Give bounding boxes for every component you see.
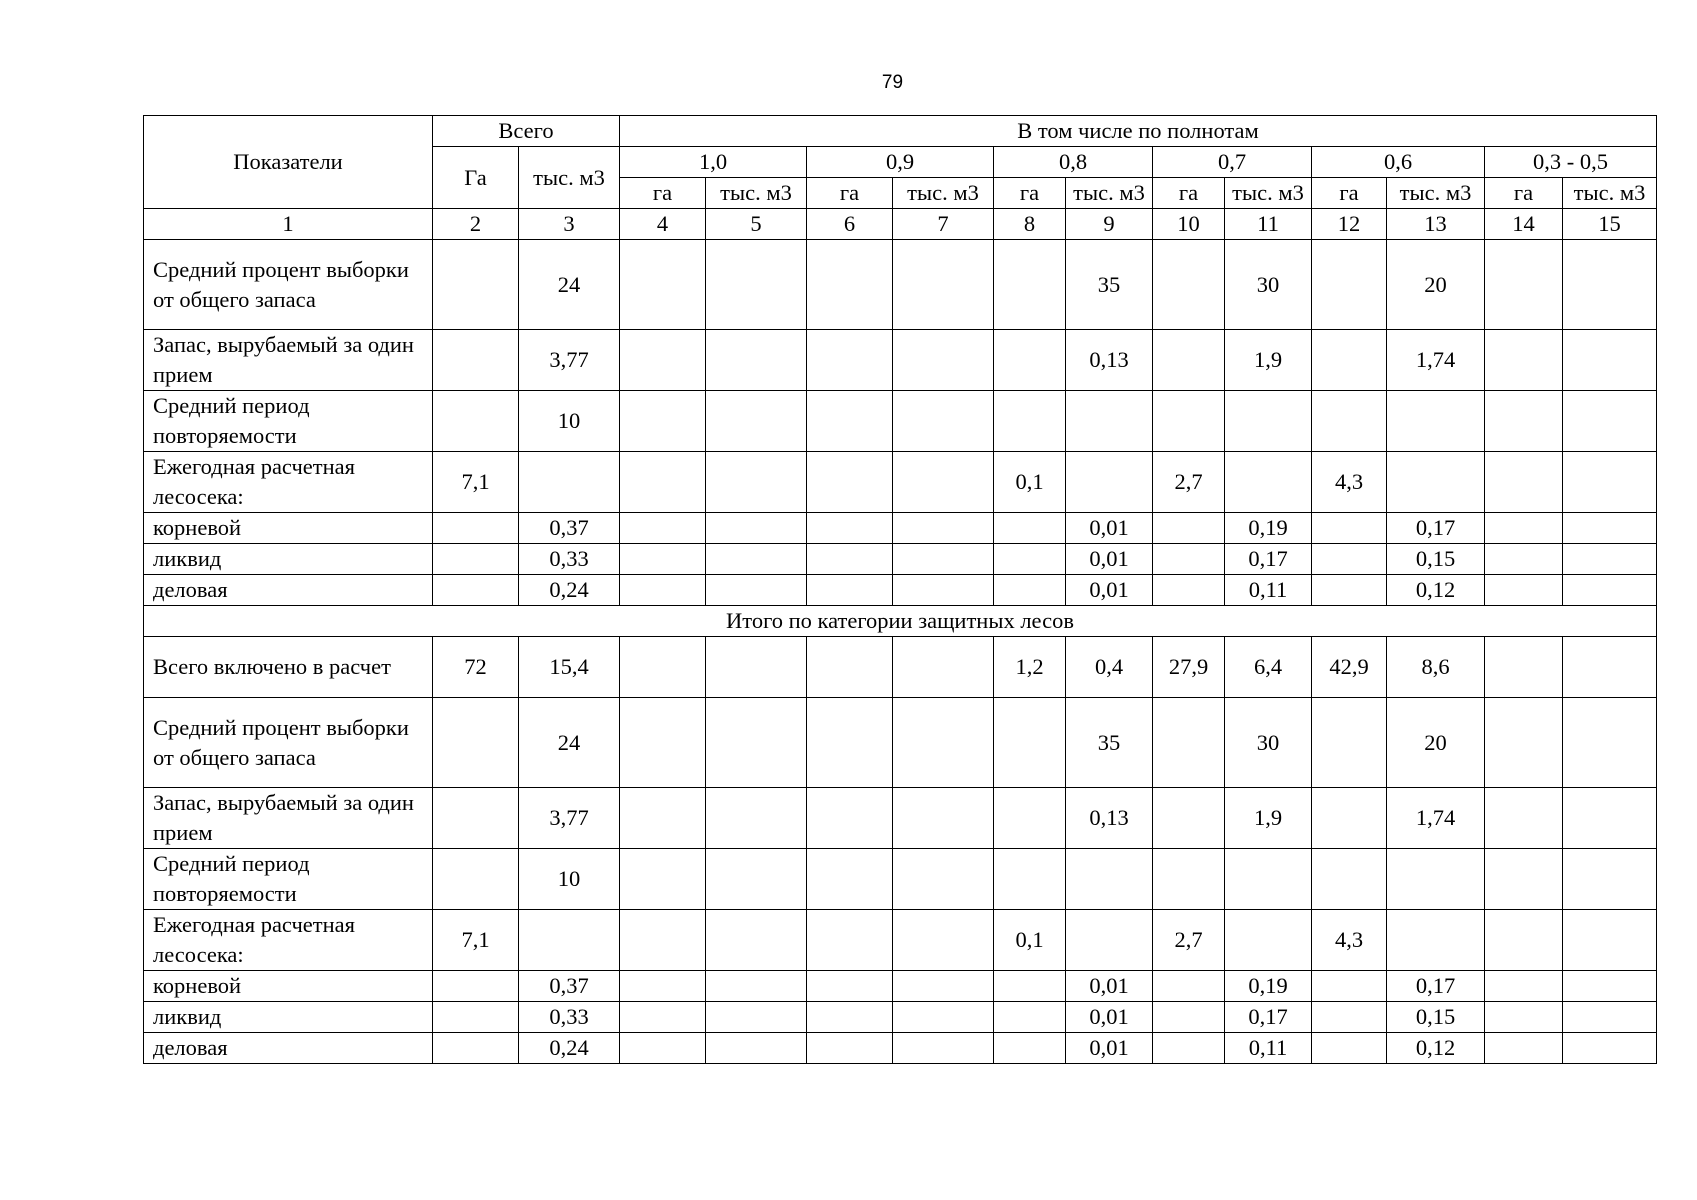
table-cell: [807, 1002, 893, 1033]
table-cell: [706, 849, 807, 910]
header-sub-vol: тыс. м3: [893, 178, 994, 209]
header-density: 0,3 - 0,5: [1485, 147, 1657, 178]
table-cell: [1485, 1002, 1563, 1033]
table-cell: [1563, 1033, 1657, 1064]
table-cell: [807, 971, 893, 1002]
table-cell: [1563, 910, 1657, 971]
table-cell: [620, 452, 706, 513]
header-sub-ha: га: [994, 178, 1066, 209]
table-cell: [1153, 788, 1225, 849]
table-cell: [706, 698, 807, 788]
table-cell: 0,01: [1066, 1033, 1153, 1064]
table-cell: [620, 240, 706, 330]
table-cell: [1485, 452, 1563, 513]
table-cell: 0,17: [1387, 971, 1485, 1002]
table-cell: [994, 849, 1066, 910]
table-cell: 0,01: [1066, 544, 1153, 575]
table-cell: [1563, 637, 1657, 698]
table-cell: 2,7: [1153, 452, 1225, 513]
header-density: 0,9: [807, 147, 994, 178]
table-cell: [1563, 391, 1657, 452]
header-sub-vol: тыс. м3: [1066, 178, 1153, 209]
table-cell: 0,15: [1387, 1002, 1485, 1033]
table-cell: 0,17: [1225, 544, 1312, 575]
row-label: Всего включено в расчет: [144, 637, 433, 698]
table-cell: [1312, 698, 1387, 788]
table-cell: [1312, 330, 1387, 391]
row-label: Средний процент выборки от общего запаса: [144, 698, 433, 788]
table-cell: [433, 698, 519, 788]
top-rows: [144, 240, 1657, 606]
table-cell: [1485, 240, 1563, 330]
table-cell: [1066, 452, 1153, 513]
table-cell: [893, 452, 994, 513]
table-cell: [1485, 788, 1563, 849]
column-number: 4: [620, 209, 706, 240]
table-cell: [1485, 575, 1563, 606]
table-cell: 4,3: [1312, 452, 1387, 513]
table-cell: 0,01: [1066, 513, 1153, 544]
table-cell: [807, 698, 893, 788]
section-title: Итого по категории защитных лесов: [144, 606, 1657, 637]
table-row: [144, 575, 1657, 606]
table-cell: 0,4: [1066, 637, 1153, 698]
table-cell: [433, 1002, 519, 1033]
table-cell: 0,11: [1225, 1033, 1312, 1064]
row-label: Ежегодная расчетная лесосека:: [144, 910, 433, 971]
table-cell: [620, 910, 706, 971]
table-cell: [1312, 240, 1387, 330]
table-cell: [1153, 513, 1225, 544]
table-cell: [1312, 849, 1387, 910]
table-cell: [706, 1033, 807, 1064]
table-cell: [1312, 544, 1387, 575]
table-cell: 1,9: [1225, 788, 1312, 849]
table-cell: 35: [1066, 698, 1153, 788]
table-cell: [893, 1002, 994, 1033]
column-number: 3: [519, 209, 620, 240]
table-cell: [1153, 849, 1225, 910]
table-cell: [893, 575, 994, 606]
table-cell: [1312, 391, 1387, 452]
table-cell: [1485, 910, 1563, 971]
table-cell: 24: [519, 698, 620, 788]
table-cell: [706, 452, 807, 513]
column-number: 13: [1387, 209, 1485, 240]
table-cell: [807, 452, 893, 513]
table-cell: 0,33: [519, 544, 620, 575]
table-cell: 30: [1225, 698, 1312, 788]
table-cell: [1563, 1002, 1657, 1033]
table-cell: [893, 240, 994, 330]
table-row: [144, 391, 1657, 452]
table-cell: [1066, 910, 1153, 971]
table-cell: 20: [1387, 240, 1485, 330]
table-cell: [706, 910, 807, 971]
table-cell: [706, 544, 807, 575]
table-cell: [1563, 452, 1657, 513]
table-cell: [1563, 575, 1657, 606]
table-cell: [807, 544, 893, 575]
table-row: [144, 452, 1657, 513]
header-sub-ha: га: [1312, 178, 1387, 209]
table-cell: 7,1: [433, 910, 519, 971]
table-cell: [1312, 971, 1387, 1002]
table-cell: 72: [433, 637, 519, 698]
table-cell: [994, 330, 1066, 391]
table-cell: [1153, 575, 1225, 606]
table-cell: 0,24: [519, 1033, 620, 1064]
table-cell: [1225, 910, 1312, 971]
table-cell: [807, 391, 893, 452]
table-cell: 0,33: [519, 1002, 620, 1033]
table-cell: [433, 513, 519, 544]
header-sub-ha: га: [620, 178, 706, 209]
table-cell: 6,4: [1225, 637, 1312, 698]
table-cell: [994, 1033, 1066, 1064]
table-cell: [1153, 971, 1225, 1002]
table-cell: [893, 788, 994, 849]
table-cell: [620, 1033, 706, 1064]
table-cell: [620, 1002, 706, 1033]
table-cell: [1387, 910, 1485, 971]
table-cell: [893, 330, 994, 391]
row-label: корневой: [144, 513, 433, 544]
table-cell: [433, 544, 519, 575]
table-cell: [994, 788, 1066, 849]
table-row: [144, 849, 1657, 910]
row-label: Средний процент выборки от общего запаса: [144, 240, 433, 330]
header-total-vol: тыс. м3: [519, 147, 620, 209]
table-cell: [893, 698, 994, 788]
table-cell: [994, 391, 1066, 452]
table-cell: 24: [519, 240, 620, 330]
table-cell: [433, 330, 519, 391]
table-cell: 2,7: [1153, 910, 1225, 971]
header-indicators: Показатели: [144, 116, 433, 209]
table-row: [144, 971, 1657, 1002]
table-cell: [893, 971, 994, 1002]
table-cell: 1,2: [994, 637, 1066, 698]
row-label: Средний период повторяемости: [144, 391, 433, 452]
table-cell: [807, 575, 893, 606]
table-cell: [620, 788, 706, 849]
table-cell: [706, 971, 807, 1002]
column-number: 10: [1153, 209, 1225, 240]
table-cell: [807, 637, 893, 698]
header-total: Всего: [433, 116, 620, 147]
table-cell: [1563, 330, 1657, 391]
table-cell: [620, 971, 706, 1002]
row-label: Запас, вырубаемый за один прием: [144, 788, 433, 849]
table-cell: 20: [1387, 698, 1485, 788]
table-cell: [620, 698, 706, 788]
table-cell: [1225, 849, 1312, 910]
header-density: 1,0: [620, 147, 807, 178]
table-cell: [706, 1002, 807, 1033]
table-cell: 3,77: [519, 330, 620, 391]
table-cell: 1,9: [1225, 330, 1312, 391]
table-cell: [994, 513, 1066, 544]
table-cell: 0,37: [519, 971, 620, 1002]
table-cell: [1153, 1002, 1225, 1033]
table-cell: [1153, 240, 1225, 330]
table-cell: [519, 452, 620, 513]
table-cell: [1563, 513, 1657, 544]
column-number: 12: [1312, 209, 1387, 240]
header-sub-vol: тыс. м3: [1563, 178, 1657, 209]
table-cell: [893, 910, 994, 971]
table-cell: [1225, 452, 1312, 513]
header-sub-ha: га: [1485, 178, 1563, 209]
table-cell: [1387, 849, 1485, 910]
table-cell: [893, 1033, 994, 1064]
table-cell: [994, 971, 1066, 1002]
table-row: [144, 788, 1657, 849]
table-cell: [620, 513, 706, 544]
table-cell: [1225, 391, 1312, 452]
bottom-rows: [144, 637, 1657, 1064]
table-cell: 1,74: [1387, 788, 1485, 849]
table-cell: [1485, 330, 1563, 391]
table-cell: [1485, 971, 1563, 1002]
table-cell: 7,1: [433, 452, 519, 513]
table-cell: [1563, 849, 1657, 910]
header-density: 0,6: [1312, 147, 1485, 178]
table-cell: [1066, 849, 1153, 910]
row-label: Средний период повторяемости: [144, 849, 433, 910]
table-cell: 10: [519, 391, 620, 452]
table-cell: [620, 330, 706, 391]
column-number: 9: [1066, 209, 1153, 240]
table-cell: [1563, 788, 1657, 849]
table-cell: 0,01: [1066, 575, 1153, 606]
table-cell: [1485, 637, 1563, 698]
row-label: деловая: [144, 1033, 433, 1064]
table-row: [144, 330, 1657, 391]
header-total-ha: Га: [433, 147, 519, 209]
table-cell: 35: [1066, 240, 1153, 330]
table-cell: [433, 391, 519, 452]
table-cell: [706, 575, 807, 606]
column-number: 7: [893, 209, 994, 240]
row-label: Ежегодная расчетная лесосека:: [144, 452, 433, 513]
row-label: ликвид: [144, 1002, 433, 1033]
table-cell: 0,13: [1066, 788, 1153, 849]
table-cell: [620, 849, 706, 910]
column-number: 2: [433, 209, 519, 240]
table-cell: [1312, 575, 1387, 606]
table-cell: 15,4: [519, 637, 620, 698]
table-cell: [1312, 1002, 1387, 1033]
table-cell: [1563, 971, 1657, 1002]
table-cell: [433, 849, 519, 910]
table-cell: [893, 544, 994, 575]
table-cell: [706, 513, 807, 544]
table-cell: [994, 575, 1066, 606]
column-number: 11: [1225, 209, 1312, 240]
table-cell: 0,37: [519, 513, 620, 544]
table-cell: 0,1: [994, 910, 1066, 971]
table-cell: 0,17: [1225, 1002, 1312, 1033]
row-label: Запас, вырубаемый за один прием: [144, 330, 433, 391]
table-cell: [1485, 391, 1563, 452]
row-label: деловая: [144, 575, 433, 606]
table-cell: [1153, 391, 1225, 452]
table-cell: [433, 788, 519, 849]
table-cell: [893, 513, 994, 544]
header-sub-ha: га: [1153, 178, 1225, 209]
table-cell: 1,74: [1387, 330, 1485, 391]
table-cell: 4,3: [1312, 910, 1387, 971]
row-label: ликвид: [144, 544, 433, 575]
table-cell: 0,24: [519, 575, 620, 606]
table-cell: [807, 849, 893, 910]
table-cell: 0,15: [1387, 544, 1485, 575]
table-cell: [519, 910, 620, 971]
table-cell: [994, 544, 1066, 575]
table-cell: [1485, 544, 1563, 575]
table-cell: [1312, 1033, 1387, 1064]
table-cell: [1485, 849, 1563, 910]
header-density: 0,8: [994, 147, 1153, 178]
table-row: [144, 698, 1657, 788]
table-cell: [807, 330, 893, 391]
column-number: 8: [994, 209, 1066, 240]
table-cell: [807, 240, 893, 330]
table-cell: [1153, 1033, 1225, 1064]
table-cell: [1312, 788, 1387, 849]
header-sub-vol: тыс. м3: [1225, 178, 1312, 209]
table-cell: [807, 1033, 893, 1064]
header-density: 0,7: [1153, 147, 1312, 178]
column-number: 14: [1485, 209, 1563, 240]
table-cell: [1153, 544, 1225, 575]
forest-stock-table: [143, 115, 1657, 1064]
table-cell: 0,13: [1066, 330, 1153, 391]
table-cell: [620, 391, 706, 452]
table-row: [144, 513, 1657, 544]
table-cell: [1563, 544, 1657, 575]
table-cell: [706, 788, 807, 849]
table-cell: [620, 544, 706, 575]
table-row: [144, 1002, 1657, 1033]
table-cell: [706, 637, 807, 698]
table-cell: [1153, 698, 1225, 788]
table-cell: 0,17: [1387, 513, 1485, 544]
table-cell: 8,6: [1387, 637, 1485, 698]
table-row: [144, 240, 1657, 330]
table-cell: 0,11: [1225, 575, 1312, 606]
table-cell: [807, 788, 893, 849]
table-row: [144, 1033, 1657, 1064]
table-cell: [433, 240, 519, 330]
header-sub-vol: тыс. м3: [1387, 178, 1485, 209]
table-cell: [994, 698, 1066, 788]
table-cell: [893, 849, 994, 910]
table-cell: 0,19: [1225, 513, 1312, 544]
table-cell: 10: [519, 849, 620, 910]
table-cell: [1563, 698, 1657, 788]
table-cell: [1387, 452, 1485, 513]
table-cell: [433, 1033, 519, 1064]
table-row: [144, 910, 1657, 971]
table-cell: 3,77: [519, 788, 620, 849]
row-label: корневой: [144, 971, 433, 1002]
column-number: 6: [807, 209, 893, 240]
table-cell: [994, 1002, 1066, 1033]
table-cell: [1312, 513, 1387, 544]
table-row: [144, 637, 1657, 698]
table-cell: [1066, 391, 1153, 452]
table-cell: [706, 240, 807, 330]
header-sub-ha: га: [807, 178, 893, 209]
table-cell: [620, 575, 706, 606]
table-cell: 0,12: [1387, 1033, 1485, 1064]
table-cell: 27,9: [1153, 637, 1225, 698]
table-cell: [433, 575, 519, 606]
table-row: [144, 544, 1657, 575]
table-cell: [706, 330, 807, 391]
table-cell: [1387, 391, 1485, 452]
column-number: 5: [706, 209, 807, 240]
header-sub-vol: тыс. м3: [706, 178, 807, 209]
table-cell: 0,1: [994, 452, 1066, 513]
table-cell: [807, 513, 893, 544]
table-cell: 0,01: [1066, 1002, 1153, 1033]
table-cell: [1485, 698, 1563, 788]
page-number: 79: [881, 72, 904, 93]
table-cell: [706, 391, 807, 452]
table-cell: [1485, 513, 1563, 544]
column-number: 1: [144, 209, 433, 240]
table-cell: [1563, 240, 1657, 330]
header-by-density: В том числе по полнотам: [620, 116, 1657, 147]
table-cell: 0,01: [1066, 971, 1153, 1002]
table-cell: [1153, 330, 1225, 391]
table-cell: 0,12: [1387, 575, 1485, 606]
table-cell: 42,9: [1312, 637, 1387, 698]
table-cell: [807, 910, 893, 971]
table-cell: 0,19: [1225, 971, 1312, 1002]
table-cell: [893, 391, 994, 452]
table-cell: [620, 637, 706, 698]
table-cell: 30: [1225, 240, 1312, 330]
table-cell: [994, 240, 1066, 330]
table-cell: [1485, 1033, 1563, 1064]
column-number: 15: [1563, 209, 1657, 240]
column-number-row: [144, 209, 1657, 240]
table-cell: [433, 971, 519, 1002]
table-cell: [893, 637, 994, 698]
